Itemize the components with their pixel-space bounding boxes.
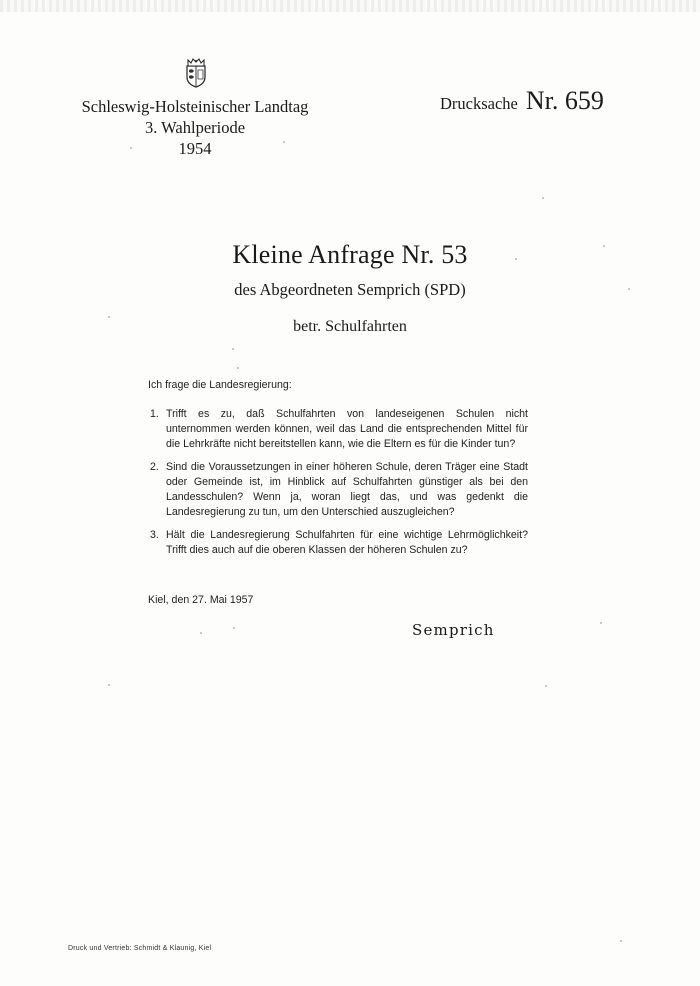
- period-year: 1954: [178, 139, 212, 158]
- scan-speck: [283, 141, 285, 143]
- document-subtitle: des Abgeordneten Semprich (SPD): [234, 280, 466, 299]
- scan-speck: [603, 245, 605, 247]
- scan-speck: [200, 632, 202, 634]
- date-line: Kiel, den 27. Mai 1957: [148, 594, 254, 606]
- question-text: Sind die Voraussetzungen in einer höheren Schule, deren Träger eine Stadt oder Gemeinde ist, im Hinblick auf Schulfahrten günstiger als bei den Landesschulen? Wenn ja, woran liegt das, und was gedenkt die Landesregierung zu tun, um den Unterschied auszugleichen?: [166, 461, 528, 518]
- question-text: Hält die Landesregierung Schulfahrten für eine wichtige Lehrmöglichkeit? Trifft dies auch auf die oberen Klassen der höheren Schulen zu?: [166, 529, 528, 556]
- signature: Semprich: [412, 621, 495, 639]
- legislative-period: 3. Wahlperiode: [144, 118, 246, 137]
- issuer-block: [60, 96, 330, 159]
- drucksache-block: [440, 86, 630, 116]
- scan-speck: [515, 258, 517, 260]
- drucksache-number: Nr. 659: [525, 86, 604, 115]
- scan-speck: [542, 197, 544, 199]
- document-subject: betr. Schulfahrten: [293, 318, 407, 335]
- scan-speck: [232, 348, 234, 350]
- coat-of-arms-icon: [184, 57, 208, 88]
- question-list: [148, 407, 528, 558]
- scan-speck: [620, 940, 622, 942]
- scan-speck: [237, 367, 239, 369]
- scan-edge: [0, 0, 700, 12]
- drucksache-label: Drucksache: [440, 94, 518, 113]
- scan-speck: [233, 627, 235, 629]
- question-number: 1.: [150, 408, 159, 420]
- inquiry-intro: Ich frage die Landesregierung:: [148, 379, 292, 391]
- question-item: [148, 528, 528, 558]
- scan-speck: [130, 147, 132, 149]
- question-number: 2.: [150, 461, 159, 473]
- printer-footer: Druck und Vertrieb: Schmidt & Klaunig, Kiel: [68, 945, 212, 952]
- scan-speck: [108, 684, 110, 686]
- question-text: Trifft es zu, daß Schulfahrten von landeseigenen Schulen nicht unternommen werden können, weil das Land die entsprechenden Mittel für die Lehrkräfte nicht bereitstellen kann, wie die Eltern es für die Kinder tun?: [166, 408, 528, 450]
- scan-speck: [108, 316, 110, 318]
- scan-speck: [545, 685, 547, 687]
- document-title: Kleine Anfrage Nr. 53: [232, 240, 468, 269]
- question-item: [148, 407, 528, 452]
- scan-speck: [628, 288, 630, 290]
- parliament-name: Schleswig-Holsteinischer Landtag: [81, 97, 309, 116]
- question-number: 3.: [150, 529, 159, 541]
- scan-speck: [600, 622, 602, 624]
- inquiry-body: [148, 378, 528, 566]
- question-item: [148, 460, 528, 520]
